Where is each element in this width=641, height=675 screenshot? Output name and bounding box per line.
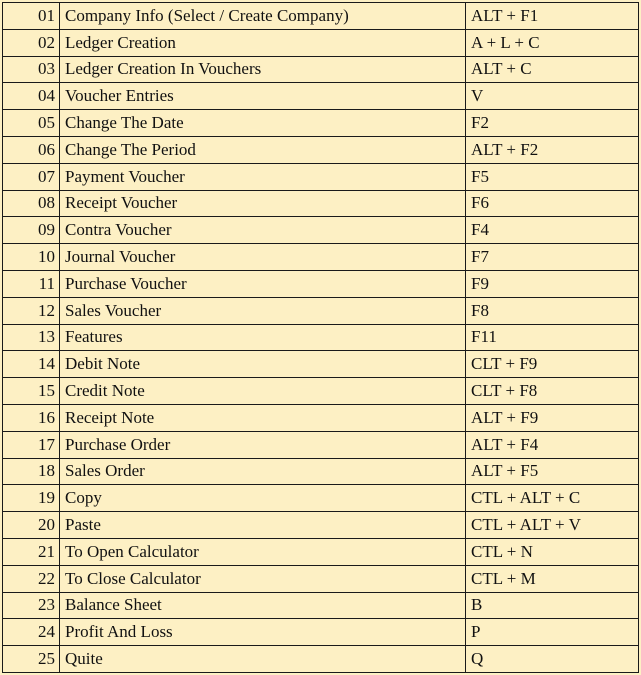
shortcut-keys: ALT + F2 — [466, 136, 639, 163]
action-name: Debit Note — [60, 351, 466, 378]
shortcut-keys: V — [466, 83, 639, 110]
shortcut-keys: CTL + M — [466, 565, 639, 592]
shortcut-keys: F5 — [466, 163, 639, 190]
table-row — [3, 29, 639, 56]
row-number: 09 — [3, 217, 60, 244]
action-name: Contra Voucher — [60, 217, 466, 244]
action-name: Ledger Creation — [60, 29, 466, 56]
table-row — [3, 378, 639, 405]
table-row — [3, 136, 639, 163]
row-number: 05 — [3, 110, 60, 137]
shortcut-keys: F7 — [466, 244, 639, 271]
action-name: Ledger Creation In Vouchers — [60, 56, 466, 83]
shortcut-keys: ALT + F5 — [466, 458, 639, 485]
action-name: Quite — [60, 646, 466, 673]
shortcut-keys: A + L + C — [466, 29, 639, 56]
row-number: 22 — [3, 565, 60, 592]
shortcut-keys: P — [466, 619, 639, 646]
table-row — [3, 538, 639, 565]
row-number: 18 — [3, 458, 60, 485]
row-number: 07 — [3, 163, 60, 190]
action-name: Purchase Voucher — [60, 270, 466, 297]
action-name: Journal Voucher — [60, 244, 466, 271]
row-number: 14 — [3, 351, 60, 378]
table-row — [3, 163, 639, 190]
row-number: 08 — [3, 190, 60, 217]
action-name: Change The Date — [60, 110, 466, 137]
table-row — [3, 619, 639, 646]
action-name: Sales Order — [60, 458, 466, 485]
row-number: 10 — [3, 244, 60, 271]
row-number: 04 — [3, 83, 60, 110]
table-row — [3, 592, 639, 619]
table-row — [3, 404, 639, 431]
shortcut-table-body — [3, 3, 639, 673]
action-name: Receipt Voucher — [60, 190, 466, 217]
table-row — [3, 512, 639, 539]
row-number: 21 — [3, 538, 60, 565]
row-number: 12 — [3, 297, 60, 324]
action-name: Features — [60, 324, 466, 351]
table-row — [3, 3, 639, 30]
table-row — [3, 351, 639, 378]
action-name: Paste — [60, 512, 466, 539]
shortcut-keys: CTL + ALT + V — [466, 512, 639, 539]
table-row — [3, 458, 639, 485]
shortcut-keys: F2 — [466, 110, 639, 137]
table-row — [3, 83, 639, 110]
table-row — [3, 324, 639, 351]
action-name: To Open Calculator — [60, 538, 466, 565]
shortcut-keys: F6 — [466, 190, 639, 217]
shortcut-keys: ALT + F4 — [466, 431, 639, 458]
action-name: Purchase Order — [60, 431, 466, 458]
table-row — [3, 110, 639, 137]
row-number: 01 — [3, 3, 60, 30]
row-number: 06 — [3, 136, 60, 163]
row-number: 03 — [3, 56, 60, 83]
shortcut-keys: CLT + F9 — [466, 351, 639, 378]
row-number: 13 — [3, 324, 60, 351]
table-row — [3, 297, 639, 324]
row-number: 24 — [3, 619, 60, 646]
table-row — [3, 485, 639, 512]
shortcut-keys: ALT + F9 — [466, 404, 639, 431]
table-row — [3, 190, 639, 217]
shortcut-keys: ALT + C — [466, 56, 639, 83]
shortcut-keys: F9 — [466, 270, 639, 297]
shortcut-keys: B — [466, 592, 639, 619]
action-name: To Close Calculator — [60, 565, 466, 592]
action-name: Receipt Note — [60, 404, 466, 431]
action-name: Sales Voucher — [60, 297, 466, 324]
action-name: Copy — [60, 485, 466, 512]
shortcut-keys: CTL + ALT + C — [466, 485, 639, 512]
table-row — [3, 431, 639, 458]
table-row — [3, 56, 639, 83]
shortcut-keys: CLT + F8 — [466, 378, 639, 405]
table-row — [3, 270, 639, 297]
table-row — [3, 217, 639, 244]
shortcut-keys: Q — [466, 646, 639, 673]
table-row — [3, 646, 639, 673]
row-number: 25 — [3, 646, 60, 673]
row-number: 15 — [3, 378, 60, 405]
row-number: 19 — [3, 485, 60, 512]
action-name: Voucher Entries — [60, 83, 466, 110]
shortcut-keys: ALT + F1 — [466, 3, 639, 30]
shortcut-keys: CTL + N — [466, 538, 639, 565]
table-row — [3, 244, 639, 271]
action-name: Profit And Loss — [60, 619, 466, 646]
shortcut-keys: F4 — [466, 217, 639, 244]
row-number: 11 — [3, 270, 60, 297]
row-number: 20 — [3, 512, 60, 539]
shortcut-keys: F11 — [466, 324, 639, 351]
row-number: 17 — [3, 431, 60, 458]
action-name: Credit Note — [60, 378, 466, 405]
row-number: 16 — [3, 404, 60, 431]
action-name: Change The Period — [60, 136, 466, 163]
action-name: Payment Voucher — [60, 163, 466, 190]
row-number: 23 — [3, 592, 60, 619]
action-name: Company Info (Select / Create Company) — [60, 3, 466, 30]
table-row — [3, 565, 639, 592]
row-number: 02 — [3, 29, 60, 56]
shortcut-keys: F8 — [466, 297, 639, 324]
shortcut-table — [2, 2, 639, 673]
action-name: Balance Sheet — [60, 592, 466, 619]
